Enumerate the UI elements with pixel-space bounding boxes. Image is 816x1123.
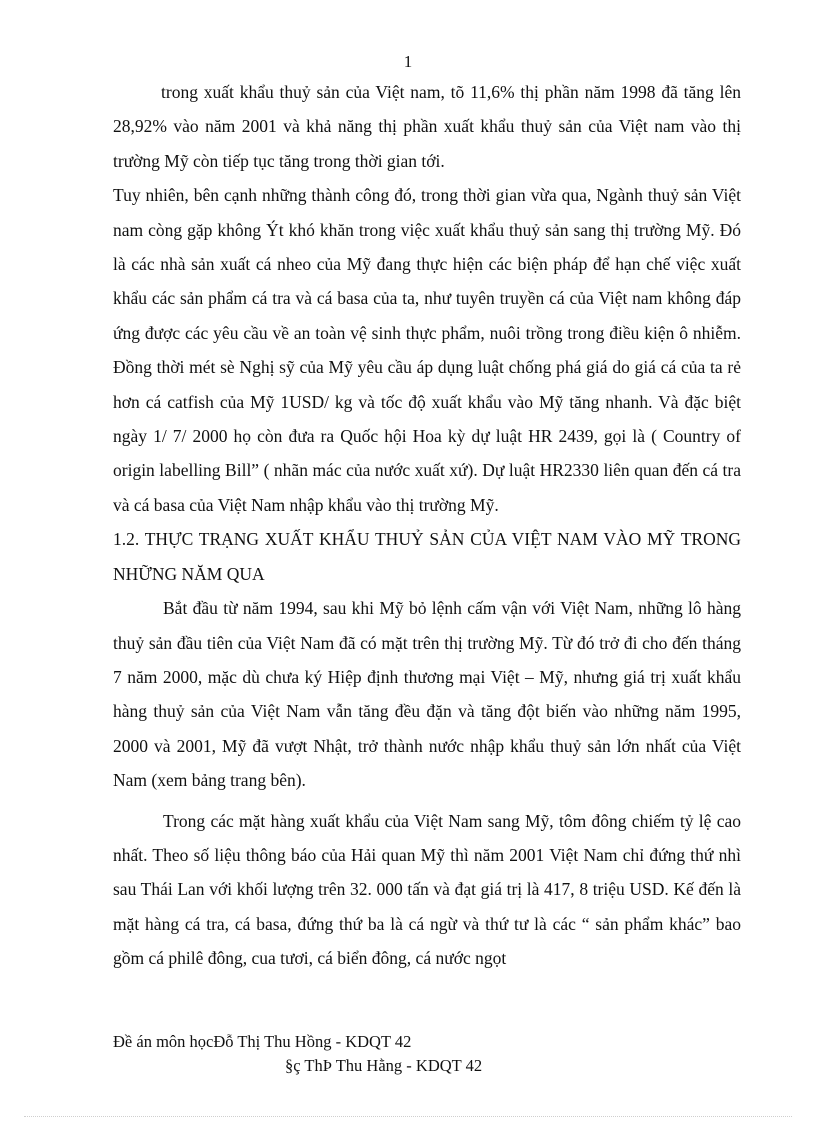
page-number: 1 bbox=[403, 52, 413, 71]
footer-line-2: §ç ThÞ Thu Hằng - KDQT 42 bbox=[285, 1056, 483, 1075]
paragraph-products: Trong các mặt hàng xuất khẩu của Việt Nam sang Mỹ, tôm đông chiếm tỷ lệ cao nhất. Theo số liệu thông báo của Hải quan Mỹ thì năm 2001 Việt Nam chỉ đứng thứ nhì sau Thái Lan với khối lượng trên 32. 000 tấn và đạt giá trị là 417, 8 triệu USD. Kế đến là mặt hàng cá tra, cá basa, đứng thứ ba là cá ngừ và thứ tư là các “ sản phẩm khác” bao gồm cá philê đông, cua tươi, cá biển đông, cá nước ngọt bbox=[113, 810, 741, 969]
body-text bbox=[113, 75, 741, 976]
footer bbox=[113, 1030, 482, 1078]
paragraph-continuation: trong xuất khẩu thuỷ sản của Việt nam, tõ 11,6% thị phần năm 1998 đã tăng lên 28,92% vào năm 2001 và khả năng thị phần xuất khẩu thuỷ sản của Việt nam vào thị trường Mỹ còn tiếp tục tăng trong thời gian tới. bbox=[113, 82, 741, 171]
section-heading: 1.2. THỰC TRẠNG XUẤT KHẨU THUỶ SẢN CỦA VIỆT NAM VÀO MỸ TRONG NHỮNG NĂM QUA bbox=[113, 529, 741, 584]
paragraph-history: Bắt đầu từ năm 1994, sau khi Mỹ bỏ lệnh cấm vận với Việt Nam, những lô hàng thuỷ sản đầu tiên của Việt Nam đã có mặt trên thị trường Mỹ. Từ đó trở đi cho đến tháng 7 năm 2000, mặc dù chưa ký Hiệp định thương mại Việt – Mỹ, nhưng giá trị xuất khẩu hàng thuỷ sản của Việt Nam vẫn tăng đều đặn và tăng đột biến vào những năm 1995, 2000 và 2001, Mỹ đã vượt Nhật, trở thành nước nhập khẩu thuỷ sản lớn nhất của Việt Nam (xem bảng trang bên). bbox=[113, 598, 741, 791]
paragraph-difficulties: Tuy nhiên, bên cạnh những thành công đó, trong thời gian vừa qua, Ngành thuỷ sản Việt nam còng gặp không Ýt khó khăn trong việc xuất khẩu thuỷ sản sang thị trường Mỹ. Đó là các nhà sản xuất cá nheo của Mỹ đang thực hiện các biện pháp để hạn chế việc xuất khẩu các sản phẩm cá tra và cá basa của ta, như tuyên truyền cá của Việt nam không đáp ứng được các yêu cầu về an toàn vệ sinh thực phẩm, nuôi trồng trong điều kiện ô nhiễm. Đồng thời mét sè Nghị sỹ của Mỹ yêu cầu áp dụng luật chống phá giá do giá cá của ta rẻ hơn cá catfish của Mỹ 1USD/ kg và tốc độ xuất khẩu vào Mỹ tăng nhanh. Và đặc biệt ngày 1/ 7/ 2000 họ còn đưa ra Quốc hội Hoa kỳ dự luật HR 2439, gọi là ( Country of origin labelling Bill” ( nhãn mác của nước xuất xứ). Dự luật HR2330 liên quan đến cá tra và cá basa của Việt Nam nhập khẩu vào thị trường Mỹ. bbox=[113, 185, 741, 515]
footer-line-1: Đề án môn họcĐỗ Thị Thu Hồng - KDQT 42 bbox=[113, 1032, 412, 1051]
bottom-dotted-rule bbox=[24, 1116, 792, 1117]
